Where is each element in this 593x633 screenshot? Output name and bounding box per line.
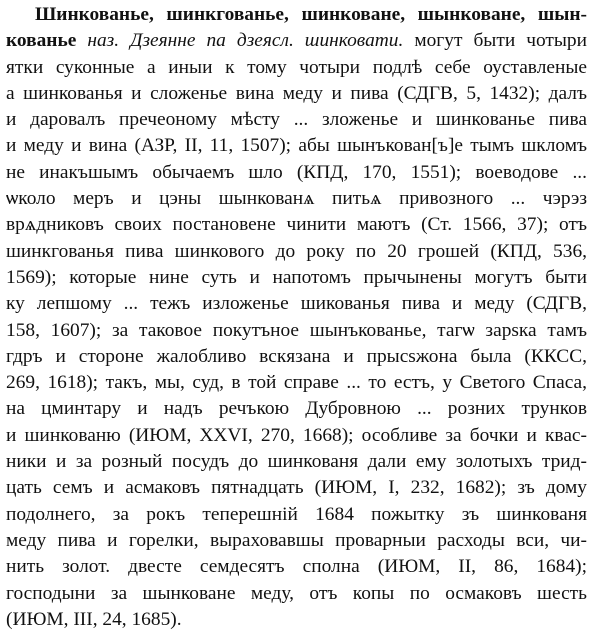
entry-line-7: не инакъшымъ обычаемъ шло (КПД, 170, 1551); воеводове ... (6, 161, 587, 183)
entry-line-20: подолнего, за рокъ теперешнiй 1684 пожытку зъ шинкованя (6, 503, 587, 525)
entry-line-6: и меду и вина (АЗР, II, 11, 1507); абы шынъкован[ъ]е тымъ шкломъ (6, 135, 587, 157)
entry-line-9: врѧдниковъ своих постановене чинити маютъ (Ст. 1566, 37); отъ (6, 214, 587, 236)
entry-line-11: 1569); которые нине суть и напотомъ прычынены могутъ быти (6, 266, 587, 288)
entry-line-23: господыни за шынковане меду, отъ копы по осмаковъ шесть (6, 582, 587, 604)
entry-line-24: (ИЮМ, III, 24, 1685). (6, 608, 182, 630)
entry-line-14: гдръ и стороне жалобливо вскязана и прысѕжона была (ККСС, (6, 345, 587, 367)
definition-text: Дзеянне па дзеясл. шинковати. (130, 30, 404, 52)
grammar-label: наз. (87, 30, 120, 52)
entry-headword-continuation: кованье (6, 30, 77, 52)
quotation-text-start: могут быти чотыри (414, 30, 587, 52)
entry-line-3: ятки суконные а иныи к тому чотыри подлѣ себе оуставленые (6, 56, 587, 78)
entry-line-18: ники и за розный посудъ до шинкованя дали ему золотыхъ трид- (6, 451, 587, 473)
entry-line-13: 158, 1607); за таковое покутъное шынъкованье, тагѡ зарѕка тамъ (6, 319, 587, 341)
entry-line-10: шинкгованья пива шинкового до року по 20 грошей (КПД, 536, (6, 240, 587, 262)
entry-line-2 (6, 28, 587, 54)
entry-line-8: ѡколо меръ и цэны шынкованѧ питьѧ привозного ... чэрэз (6, 188, 587, 210)
entry-line-22: нить золот. двесте семдесятъ сполна (ИЮМ, II, 86, 1684); (6, 556, 587, 578)
entry-line-4: а шинкованья и сложенье вина меду и пива (СДГВ, 5, 1432); далъ (6, 82, 587, 104)
entry-line-17: и шинкованю (ИЮМ, XXVI, 270, 1668); особливе за бочки и квас- (6, 424, 587, 446)
entry-line-15: 269, 1618); такъ, мы, суд, в той справе ... то естъ, у Светого Спаса, (6, 372, 587, 394)
entry-line-1 (6, 2, 587, 28)
entry-line-21: меду пива и горелки, выраховавшы проварныи расходы вси, чи- (6, 529, 587, 551)
entry-line-16: на цминтару и надъ речъкою Дубровною ... розних трунков (6, 398, 587, 420)
entry-line-5: и даровалъ пречеоному мѣсту ... зложенье и шинкованье пива (6, 109, 587, 131)
entry-headword: Шинкованье, шинкгованье, шинковане, шынковане, шын- (35, 4, 587, 25)
entry-line-12: ку лепшому ... тежъ изложенье шикованья пива и меду (СДГВ, (6, 293, 587, 315)
entry-line-19: цать семъ и асмаковъ пятнадцать (ИЮМ, I, 232, 1682); зъ дому (6, 477, 587, 499)
